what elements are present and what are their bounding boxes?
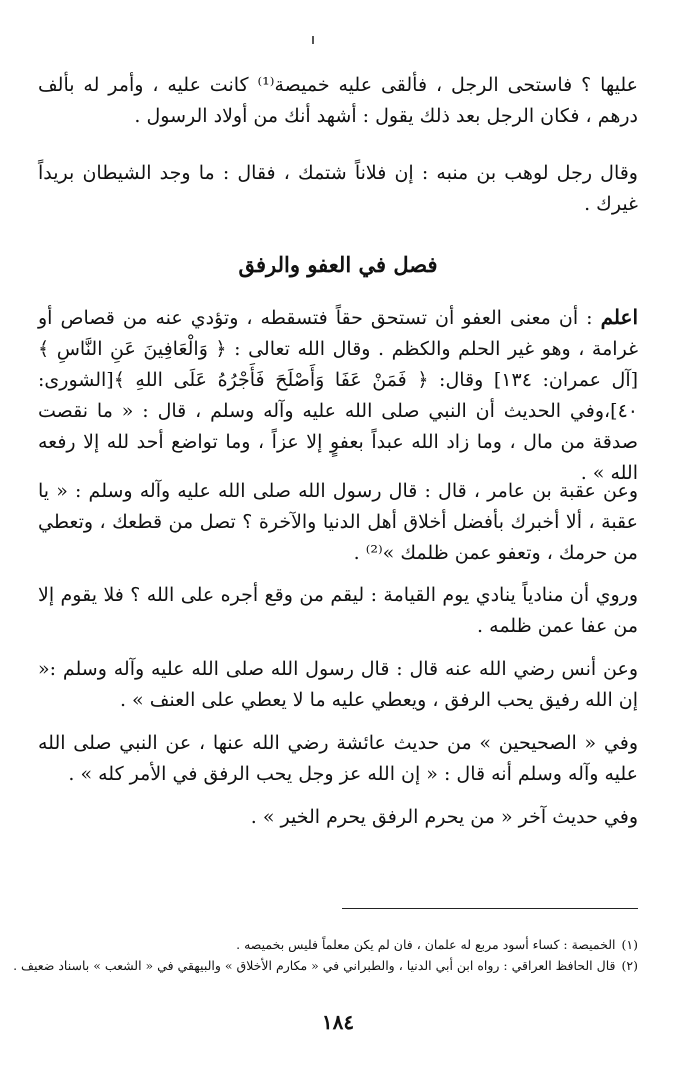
footnote-text: قال الحافظ العراقي : رواه ابن أبي الدنيا ، والطبراني في « مكارم الأخلاق » والبيهقي في « الشعب » باسناد ضعيف .: [13, 958, 616, 973]
footnote-2: [13, 955, 638, 976]
page-top-mark: [312, 36, 314, 44]
footnotes: [13, 934, 638, 976]
paragraph-sahihain: وفي « الصحيحين » من حديث عائشة رضي الله عنها ، عن النبي صلى الله عليه وآله وسلم أنه قال : « إن الله عز وجل يحب الرفق في الأمر كله » .: [38, 732, 638, 785]
page-number: ١٨٤: [321, 1010, 355, 1034]
footnote-1: [28, 934, 638, 955]
paragraph-another-hadith: وفي حديث آخر « من يحرم الرفق يحرم الخير » .: [250, 806, 638, 828]
paragraph-caller: وروي أن منادياً ينادي يوم القيامة : ليقم من وقع أجره على الله ؟ فلا يقوم إلا من عفا عمن ظلمه .: [38, 584, 638, 637]
paragraph-wahb: وقال رجل لوهب بن منبه : إن فلاناً شتمك ، فقال : ما وجد الشيطان بريداً غيرك .: [38, 162, 638, 215]
paragraph-uqba: وعن عقبة بن عامر ، قال : قال رسول الله صلى الله عليه وآله وسلم : « يا عقبة ، ألا أخبرك بأفضل أخلاق أهل الدنيا والآخرة ؟ تصل من قطعك ، وتعطي من حرمك ، وتعفو عمن ظلمك »⁽²⁾ .: [38, 480, 638, 564]
paragraph-intro: [38, 302, 638, 489]
intro-text: : أن معنى العفو أن تستحق حقاً فتسقطه ، وتؤدي عنه من قصاص أو غرامة ، وهو غير الحلم والكظم . وقال الله تعالى : ﴿ وَالْعَافِينَ عَنِ النَّاسِ ﴾ [آل عمران: ١٣٤] وقال: ﴿ فَمَنْ عَفَا وَأَصْلَحَ فَأَجْرُهُ عَلَى اللهِ ﴾[الشورى: ٤٠]،وفي الحديث أن النبي صلى الله عليه وآله وسلم ، قال : « ما نقصت صدقة من مال ، وما زاد الله عبداً بعفوٍ إلا عزاً ، وما تواضع أحد لله إلا رفعه الله » .: [38, 307, 639, 484]
footnote-text: الخميصة : كساء أسود مربع له علمان ، فان لم يكن معلماً فليس بخميصه .: [236, 937, 616, 952]
paragraph-anas: وعن أنس رضي الله عنه قال : قال رسول الله صلى الله عليه وآله وسلم :« إن الله رفيق يحب الرفق ، ويعطي عليه ما لا يعطي على العنف » .: [38, 658, 638, 711]
section-heading: فصل في العفو والرفق: [238, 252, 438, 277]
intro-word: اعلم: [600, 305, 638, 329]
book-page: [13, 0, 639, 1076]
footnote-separator: [342, 908, 638, 909]
footnote-number: (١): [621, 937, 638, 952]
footnote-number: (٢): [621, 958, 638, 973]
paragraph-story-end: عليها ؟ فاستحى الرجل ، فألقى عليه خميصة⁽¹⁾ كانت عليه ، وأمر له بألف درهم ، فكان الرجل بعد ذلك يقول : أشهد أنك من أولاد الرسول .: [38, 74, 638, 127]
